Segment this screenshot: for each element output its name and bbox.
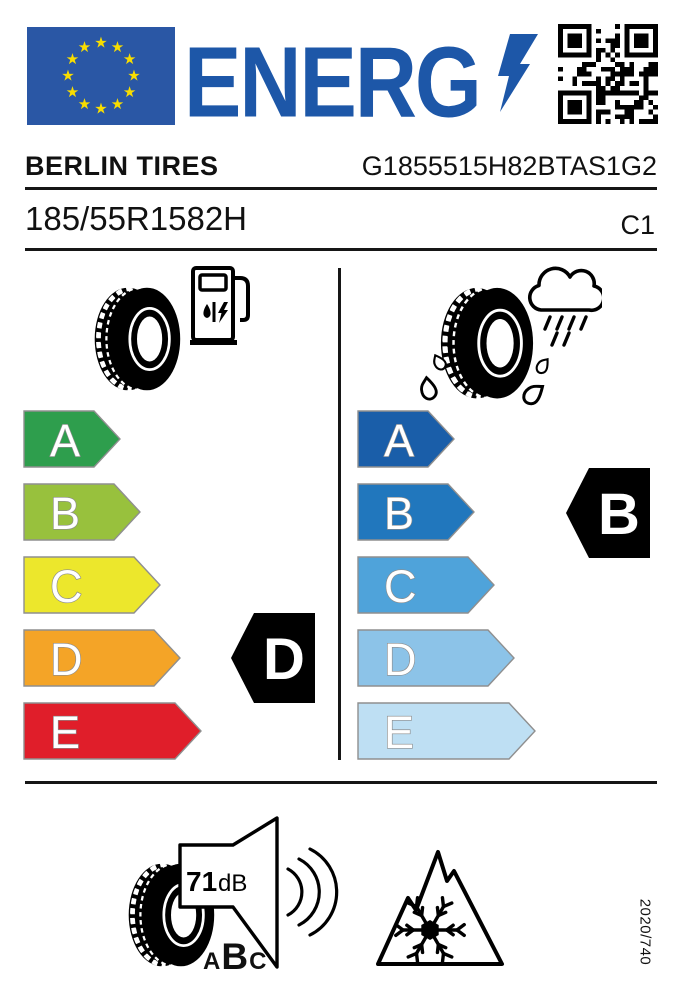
eu-star: ★ bbox=[127, 67, 141, 85]
tire-icon-fuel bbox=[92, 281, 182, 397]
tyre-class: C1 bbox=[620, 210, 655, 240]
eu-star: ★ bbox=[77, 96, 92, 114]
wet-scale-arrow-c bbox=[357, 556, 496, 614]
fuel-scale-arrow-e bbox=[23, 702, 203, 760]
noise-class-scale bbox=[203, 936, 266, 978]
wet-scale-arrow-e bbox=[357, 702, 537, 760]
wet-rating-letter: B bbox=[598, 482, 640, 547]
wet-scale-letter-d: D bbox=[384, 634, 417, 685]
eu-star: ★ bbox=[122, 84, 137, 101]
eu-star: ★ bbox=[94, 100, 108, 118]
noise-value: 71 bbox=[186, 866, 218, 897]
noise-unit: dB bbox=[218, 870, 248, 897]
fuel-scale-letter-a: A bbox=[50, 415, 81, 466]
energ-logo-text: ENERG bbox=[184, 27, 480, 139]
eu-star: ★ bbox=[110, 38, 125, 56]
wet-grip-rating-pointer bbox=[566, 468, 650, 558]
article-code: G1855515H82BTAS1G2 bbox=[361, 151, 657, 181]
fuel-efficiency-scale bbox=[23, 410, 233, 760]
eu-star: ★ bbox=[122, 51, 137, 68]
rain-cloud-icon bbox=[520, 263, 602, 349]
fuel-scale-letter-e: E bbox=[50, 707, 81, 758]
wet-scale-arrow-d bbox=[357, 629, 516, 687]
fuel-scale-arrow-c bbox=[23, 556, 162, 614]
fuel-scale-arrow-d bbox=[23, 629, 182, 687]
fuel-scale-arrow-a bbox=[23, 410, 122, 468]
wet-scale-letter-e: E bbox=[384, 707, 415, 758]
noise-class-c: C bbox=[249, 948, 267, 975]
eu-star: ★ bbox=[94, 34, 108, 52]
regulation-number: 2020/740 bbox=[636, 898, 654, 966]
fuel-pump-icon bbox=[190, 265, 254, 349]
divider-line-top bbox=[25, 187, 657, 190]
wet-grip-scale bbox=[357, 410, 567, 760]
fuel-scale-letter-b: B bbox=[50, 488, 81, 539]
eu-star: ★ bbox=[61, 67, 75, 85]
brand-name: BERLIN TIRES bbox=[25, 151, 219, 181]
qr-code bbox=[556, 24, 660, 124]
wet-scale-letter-a: A bbox=[384, 415, 415, 466]
eu-flag-stars bbox=[27, 27, 175, 125]
eu-star: ★ bbox=[65, 51, 80, 68]
fuel-scale-letter-d: D bbox=[50, 634, 83, 685]
eu-star: ★ bbox=[65, 84, 80, 101]
eu-star: ★ bbox=[110, 96, 125, 114]
fuel-scale-letter-c: C bbox=[50, 561, 83, 612]
noise-class-b: B bbox=[221, 936, 249, 977]
eu-flag-icon bbox=[27, 27, 175, 125]
fuel-efficiency-rating-pointer bbox=[231, 613, 315, 703]
wet-scale-letter-b: B bbox=[384, 488, 415, 539]
divider-line-bottom bbox=[25, 781, 657, 784]
fuel-rating-letter: D bbox=[263, 627, 305, 692]
wet-scale-letter-c: C bbox=[384, 561, 417, 612]
eu-star: ★ bbox=[77, 38, 92, 56]
wet-scale-arrow-b bbox=[357, 483, 476, 541]
noise-class-a: A bbox=[203, 948, 221, 975]
divider-line-middle bbox=[25, 248, 657, 251]
fuel-scale-arrow-b bbox=[23, 483, 142, 541]
lightning-bolt-icon bbox=[494, 34, 540, 114]
wet-scale-arrow-a bbox=[357, 410, 456, 468]
snowflake-mountain-icon bbox=[374, 842, 506, 968]
tyre-size-designation: 185/55R1582H bbox=[25, 200, 248, 237]
column-divider bbox=[338, 268, 341, 760]
